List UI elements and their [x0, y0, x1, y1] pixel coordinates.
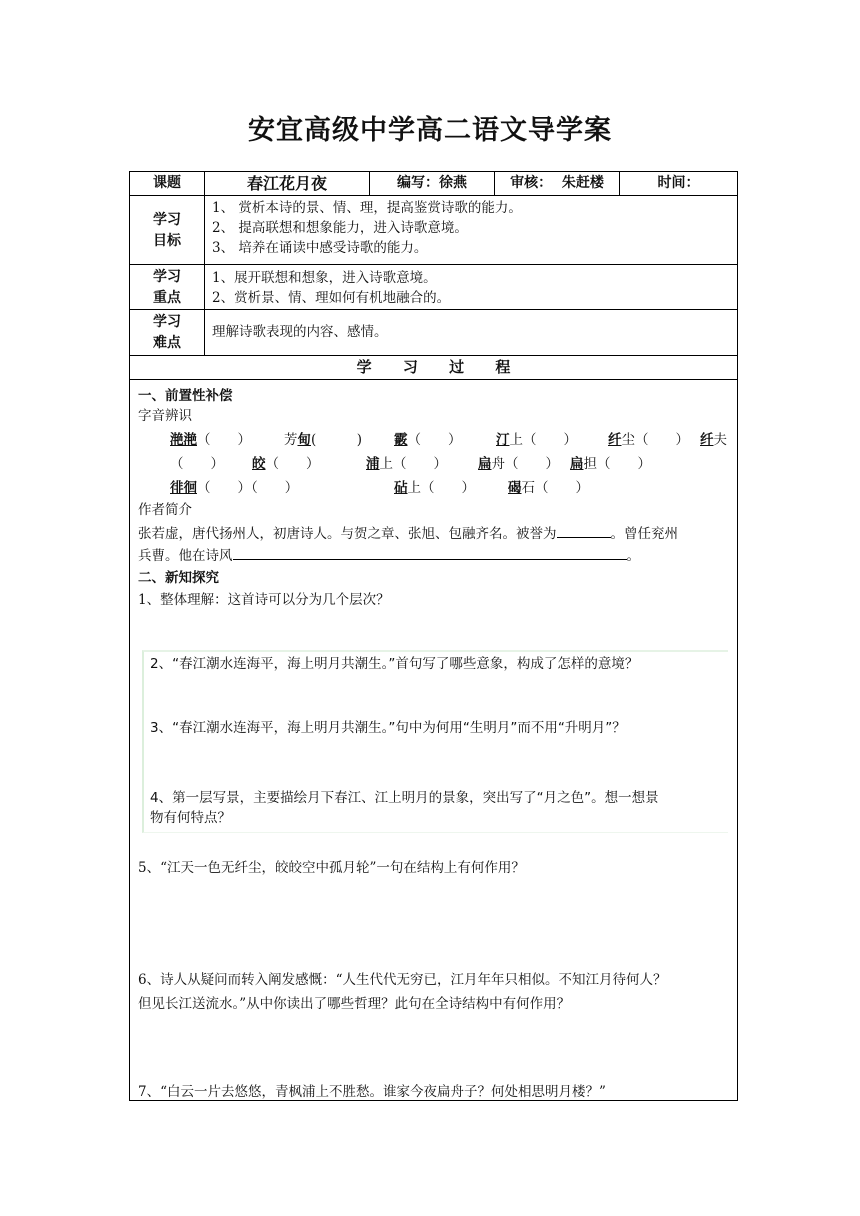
pron-item: 徘徊（ ）（ ）	[170, 480, 299, 496]
goals-label: 学习 目标	[153, 212, 181, 249]
author-bio-line-2: 兵曹。他在诗风 。	[138, 548, 640, 564]
pron-item: 纤尘（ ）	[608, 432, 689, 448]
focus-content: 1、展开联想和想象，进入诗歌意境。 2、赏析景、情、理如何有机地融合的。	[212, 270, 451, 306]
question-4-line-2: 物有何特点？	[150, 810, 231, 826]
goals-content: 1、 赏析本诗的景、情、理，提高鉴赏诗歌的能力。 2、 提高联想和想象能力，进入诗歌意境。 3、 培养在诵读中感受诗歌的能力。	[212, 200, 522, 256]
difficulty-label: 学习 难点	[153, 314, 181, 351]
author-bio-line-1: 张若虚，唐代扬州人，初唐诗人。与贺之章、张旭、包融齐名。被誉为 。曾任兖州	[138, 526, 678, 542]
reviewer	[495, 172, 619, 195]
question-7: 7、“白云一片去悠悠，青枫浦上不胜愁。谁家今夜扁舟子？何处相思明月楼？”	[138, 1084, 606, 1100]
header-row	[130, 172, 737, 196]
worksheet-table	[129, 171, 738, 1101]
pron-item: 扁舟（ ）	[478, 456, 559, 472]
topic-title: 春江花月夜	[246, 174, 327, 193]
question-5: 5、“江天一色无纤尘，皎皎空中孤月轮”一句在结构上有何作用？	[138, 860, 525, 876]
reviewer-name: 朱赶楼	[561, 175, 604, 191]
pasted-questions-image	[142, 650, 728, 833]
pron-item: 滟滟（ ）	[170, 432, 251, 448]
question-1: 1、整体理解：这首诗可以分为几个层次？	[138, 592, 390, 608]
pron-item: （ ）	[170, 456, 224, 472]
section2-heading: 二、新知探究	[138, 570, 219, 586]
question-6-line-2: 但见长江送流水。”从中你读出了哪些哲理？此句在全诗结构中有何作用？	[138, 996, 571, 1012]
question-6-line-1: 6、诗人从疑问而转入阐发感慨：“人生代代无穷已，江月年年只相似。不知江月待何人？	[138, 972, 667, 988]
question-3: 3、“春江潮水连海平，海上明月共潮生。”句中为何用“生明月”而不用“升明月”？	[150, 720, 626, 736]
pron-item: 皎（ ）	[252, 456, 320, 472]
focus-label: 学习 重点	[153, 269, 181, 306]
pron-item: 浦上（ ）	[366, 456, 447, 472]
process-heading: 学 习 过 程	[130, 356, 737, 380]
question-2: 2、“春江潮水连海平，海上明月共潮生。”首句写了哪些意象，构成了怎样的意境？	[150, 656, 639, 672]
pron-item: 纤夫	[700, 432, 727, 448]
topic-label: 课题	[153, 175, 181, 191]
question-4-line-1: 4、第一层写景，主要描绘月下春江、江上明月的景象，突出写了“月之色”。想一想景	[150, 790, 659, 806]
time-label: 时间：	[657, 175, 700, 191]
goals-row	[130, 196, 737, 265]
difficulty-row	[130, 310, 737, 356]
pron-item: 汀上（ ）	[496, 432, 577, 448]
pron-item: 碣石（ ）	[508, 480, 589, 496]
author: 编写：徐燕	[397, 175, 467, 191]
difficulty-content: 理解诗歌表现的内容、感情。	[212, 324, 388, 340]
pron-item: 砧上（ ）	[394, 480, 475, 496]
pron-item: 芳甸( )	[284, 432, 363, 448]
pron-item: 扁担（ ）	[570, 456, 651, 472]
pronunciation-subheading: 字音辨识	[138, 408, 192, 424]
author-bio-subheading: 作者简介	[138, 502, 192, 518]
focus-row	[130, 265, 737, 310]
section1-heading: 一、前置性补偿	[138, 388, 233, 404]
page-title: 安宜高级中学高二语文导学案	[248, 115, 612, 146]
pron-item: 霰（ ）	[394, 432, 462, 448]
reviewer-label: 审核：	[510, 175, 553, 191]
